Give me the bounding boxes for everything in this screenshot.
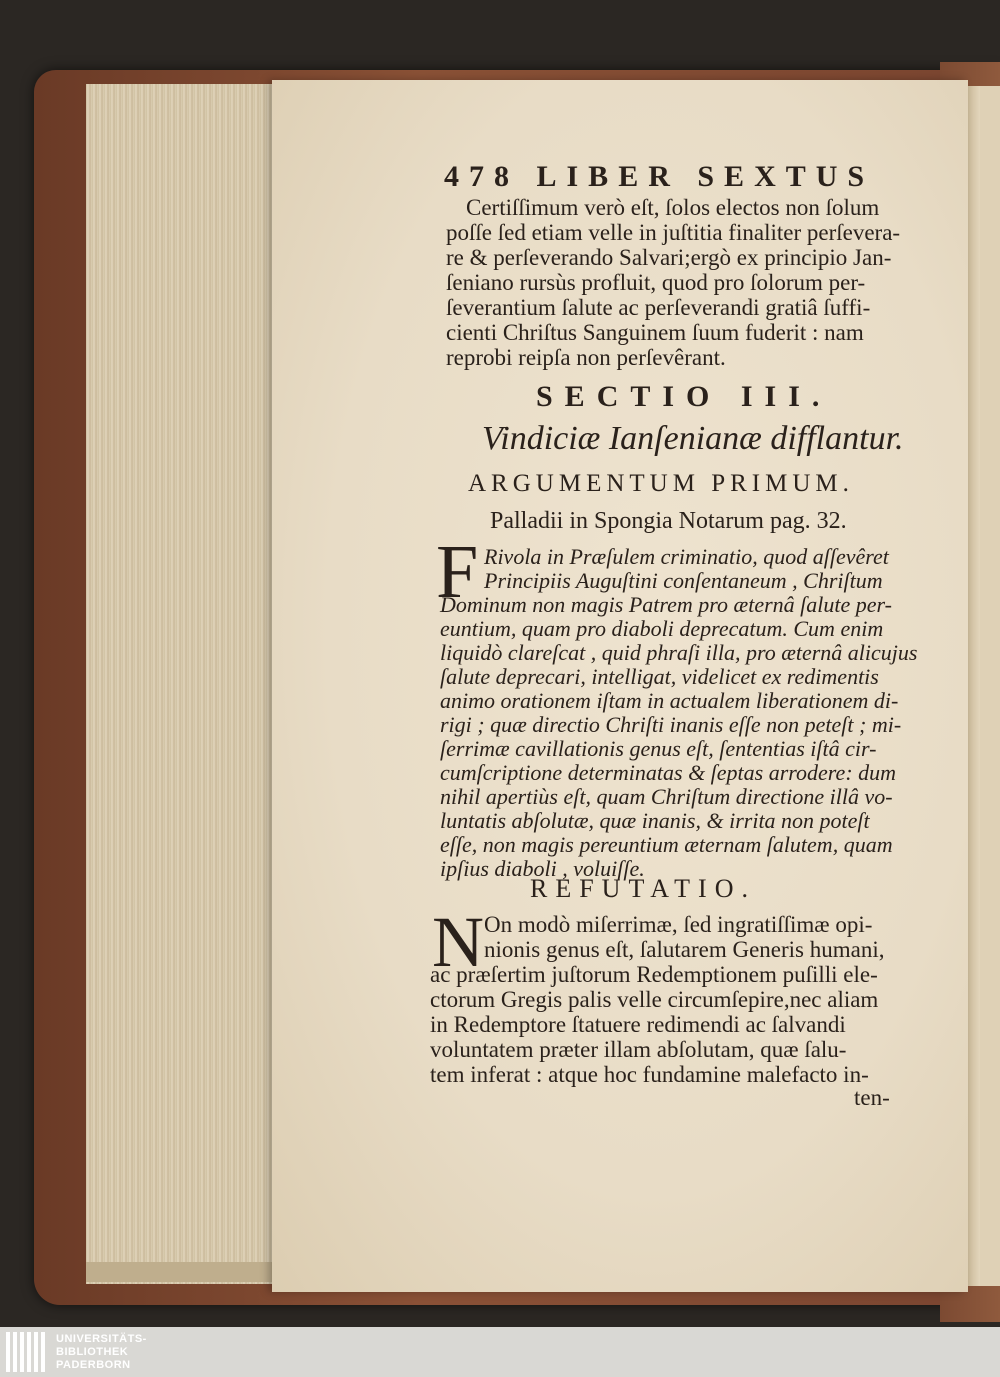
- section-title: SECTIO III.: [536, 380, 832, 413]
- text-line: Dominum non magis Patrem pro æternâ ſalute per-: [440, 592, 892, 617]
- page-edges-bottom: [86, 1262, 280, 1282]
- argument-source: Palladii in Spongia Notarum pag. 32.: [490, 508, 847, 534]
- footer-bar: [0, 1327, 1000, 1377]
- text-line: Certiſſimum verò eſt, ſolos electos non ſolum: [466, 195, 880, 220]
- text-line: Principiis Auguſtini conſentaneum , Chriſtum: [484, 568, 883, 593]
- section-subtitle: Vindiciæ Ianſenianæ difflantur.: [482, 420, 904, 457]
- refutatio-title: REFUTATIO.: [530, 874, 756, 903]
- library-name-line: BIBLIOTHEK: [56, 1346, 129, 1358]
- running-head: 478 LIBER SEXTUS: [444, 160, 875, 193]
- drop-cap: N: [432, 902, 484, 982]
- text-line: ſerrimæ cavillationis genus eſt, ſententias iſtâ cir-: [440, 736, 877, 761]
- text-line: in Redemptore ſtatuere redimendi ac ſalvandi: [430, 1012, 846, 1037]
- text-line: ctorum Gregis palis velle circumſepire,nec aliam: [430, 987, 879, 1012]
- text-line: eſſe, non magis pereuntium æternam ſalutem, quam: [440, 832, 893, 857]
- text-line: reprobi reipſa non perſevêrant.: [446, 345, 726, 370]
- page-edges: [86, 84, 280, 1284]
- text-line: ſeverantium ſalute ac perſeverandi gratiâ ſuffi-: [446, 295, 871, 320]
- library-name-line: PADERBORN: [56, 1359, 131, 1371]
- text-line: ſeniano rursùs profluit, quod pro ſolorum per-: [446, 270, 866, 295]
- text-line: re & perſeverando Salvari;ergò ex principio Jan-: [446, 245, 892, 270]
- text-line: nionis genus eſt, ſalutarem Generis humani,: [484, 937, 885, 962]
- drop-cap: F: [436, 530, 479, 614]
- text-line: animo orationem iſtam in actualem liberationem di-: [440, 688, 899, 713]
- text-line: ac præſertim juſtorum Redemptionem puſilli ele-: [430, 962, 878, 987]
- library-name-line: UNIVERSITÄTS-: [56, 1333, 147, 1345]
- text-line: nihil apertiùs eſt, quam Chriſtum directione illâ vo-: [440, 784, 893, 809]
- text-line: cumſcriptione determinatas & ſeptas arrodere: dum: [440, 760, 897, 785]
- gutter-shadow: [966, 86, 980, 1286]
- text-line: voluntatem præter illam abſolutam, quæ ſalu-: [430, 1037, 847, 1062]
- text-line: ipſius diaboli , voluiſſe.: [440, 856, 645, 881]
- argument-title: ARGUMENTUM PRIMUM.: [468, 470, 854, 497]
- text-line: cienti Chriſtus Sanguinem ſuum fuderit : nam: [446, 320, 864, 345]
- text-line: poſſe ſed etiam velle in juſtitia finaliter perſevera-: [446, 220, 901, 245]
- catchword: ten-: [854, 1085, 890, 1110]
- text-line: ſalute deprecari, intelligat, videlicet ex redimentis: [440, 664, 879, 689]
- library-logo-icon: [6, 1332, 50, 1372]
- text-line: luntatis abſolutæ, quæ inanis, & irrita non poteſt: [440, 808, 870, 833]
- text-line: euntium, quam pro diaboli deprecatum. Cum enim: [440, 616, 884, 641]
- text-line: On modò miſerrimæ, ſed ingratiſſimæ opi-: [484, 912, 873, 937]
- text-line: tem inferat : atque hoc fundamine malefacto in-: [430, 1062, 869, 1087]
- text-line: Rivola in Præſulem criminatio, quod aſſevêret: [484, 544, 889, 569]
- text-line: rigi ; quæ directio Chriſti inanis eſſe non peteſt ; mi-: [440, 712, 902, 737]
- text-line: liquidò clareſcat , quid phraſi illa, pro æternâ alicujus: [440, 640, 918, 665]
